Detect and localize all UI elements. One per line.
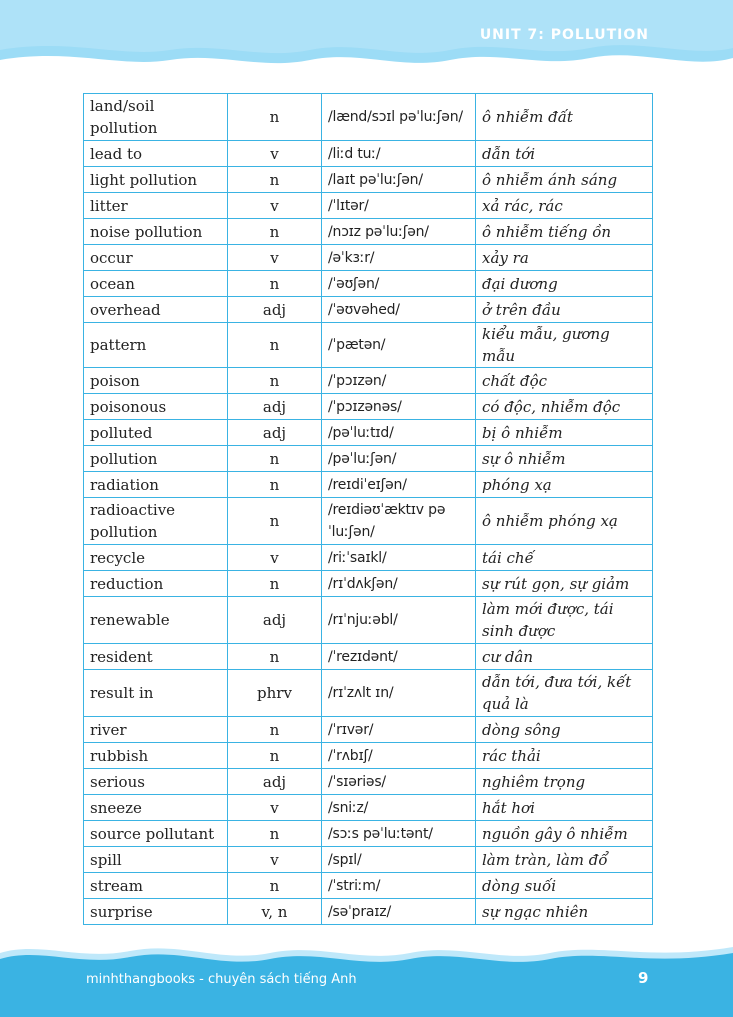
table-row (84, 193, 653, 219)
table-row (84, 94, 653, 141)
part-of-speech-cell: v (228, 193, 322, 219)
table-row (84, 769, 653, 795)
part-of-speech-cell: adj (228, 394, 322, 420)
meaning-cell: phóng xạ (476, 472, 653, 498)
table-row (84, 743, 653, 769)
part-of-speech-cell: n (228, 94, 322, 141)
word-cell: light pollution (84, 167, 228, 193)
footer-publisher-text: minhthangbooks - chuyên sách tiếng Anh (86, 972, 357, 987)
part-of-speech-cell: v (228, 141, 322, 167)
word-cell: result in (84, 670, 228, 717)
pronunciation-cell: /pəˈluːtɪd/ (322, 420, 476, 446)
pronunciation-cell: /ˈpætən/ (322, 323, 476, 368)
word-cell: pattern (84, 323, 228, 368)
meaning-cell: sự ô nhiễm (476, 446, 653, 472)
part-of-speech-cell: adj (228, 597, 322, 644)
meaning-cell: dẫn tới, đưa tới, kết quả là (476, 670, 653, 717)
part-of-speech-cell: n (228, 323, 322, 368)
pronunciation-cell: /reɪdiˈeɪʃən/ (322, 472, 476, 498)
pronunciation-cell: /ˈrɪvər/ (322, 717, 476, 743)
unit-title: UNIT 7: POLLUTION (479, 27, 649, 43)
part-of-speech-cell: n (228, 571, 322, 597)
word-cell: surprise (84, 899, 228, 925)
table-row (84, 446, 653, 472)
part-of-speech-cell: v (228, 545, 322, 571)
meaning-cell: nghiêm trọng (476, 769, 653, 795)
meaning-cell: sự ngạc nhiên (476, 899, 653, 925)
meaning-cell: dòng sông (476, 717, 653, 743)
table-row (84, 368, 653, 394)
table-row (84, 297, 653, 323)
word-cell: reduction (84, 571, 228, 597)
part-of-speech-cell: adj (228, 297, 322, 323)
pronunciation-cell: /ˈrezɪdənt/ (322, 644, 476, 670)
meaning-cell: làm tràn, làm đổ (476, 847, 653, 873)
pronunciation-cell: /səˈpraɪz/ (322, 899, 476, 925)
part-of-speech-cell: adj (228, 769, 322, 795)
table-row (84, 545, 653, 571)
part-of-speech-cell: v (228, 847, 322, 873)
table-row (84, 167, 653, 193)
table-row (84, 245, 653, 271)
meaning-cell: ô nhiễm đất (476, 94, 653, 141)
table-row (84, 394, 653, 420)
meaning-cell: xả rác, rác (476, 193, 653, 219)
meaning-cell: rác thải (476, 743, 653, 769)
pronunciation-cell: /ˈpɔɪzənəs/ (322, 394, 476, 420)
meaning-cell: hắt hơi (476, 795, 653, 821)
word-cell: rubbish (84, 743, 228, 769)
word-cell: pollution (84, 446, 228, 472)
part-of-speech-cell: n (228, 873, 322, 899)
word-cell: recycle (84, 545, 228, 571)
pronunciation-cell: /rɪˈdʌkʃən/ (322, 571, 476, 597)
meaning-cell: ô nhiễm phóng xạ (476, 498, 653, 545)
word-cell: radioactive pollution (84, 498, 228, 545)
table-row (84, 597, 653, 644)
page-number: 9 (638, 969, 649, 987)
meaning-cell: sự rút gọn, sự giảm (476, 571, 653, 597)
table-row (84, 847, 653, 873)
table-row (84, 821, 653, 847)
table-row (84, 141, 653, 167)
part-of-speech-cell: adj (228, 420, 322, 446)
vocabulary-table (83, 93, 653, 925)
word-cell: serious (84, 769, 228, 795)
meaning-cell: cư dân (476, 644, 653, 670)
table-row (84, 670, 653, 717)
table-row (84, 899, 653, 925)
pronunciation-cell: /laɪt pəˈluːʃən/ (322, 167, 476, 193)
word-cell: litter (84, 193, 228, 219)
word-cell: river (84, 717, 228, 743)
meaning-cell: dòng suối (476, 873, 653, 899)
meaning-cell: chất độc (476, 368, 653, 394)
table-row (84, 219, 653, 245)
pronunciation-cell: /ˈstriːm/ (322, 873, 476, 899)
pronunciation-cell: /riːˈsaɪkl/ (322, 545, 476, 571)
table-row (84, 498, 653, 545)
table-row (84, 795, 653, 821)
meaning-cell: xảy ra (476, 245, 653, 271)
part-of-speech-cell: v, n (228, 899, 322, 925)
pronunciation-cell: /reɪdiəʊˈæktɪv pəˈluːʃən/ (322, 498, 476, 545)
part-of-speech-cell: phrv (228, 670, 322, 717)
word-cell: sneeze (84, 795, 228, 821)
word-cell: poison (84, 368, 228, 394)
table-row (84, 271, 653, 297)
part-of-speech-cell: n (228, 644, 322, 670)
table-row (84, 873, 653, 899)
word-cell: lead to (84, 141, 228, 167)
table-row (84, 323, 653, 368)
pronunciation-cell: /ˈpɔɪzən/ (322, 368, 476, 394)
pronunciation-cell: /rɪˈnjuːəbl/ (322, 597, 476, 644)
part-of-speech-cell: n (228, 498, 322, 545)
word-cell: overhead (84, 297, 228, 323)
word-cell: spill (84, 847, 228, 873)
meaning-cell: đại dương (476, 271, 653, 297)
meaning-cell: ô nhiễm ánh sáng (476, 167, 653, 193)
part-of-speech-cell: n (228, 368, 322, 394)
part-of-speech-cell: n (228, 271, 322, 297)
pronunciation-cell: /spɪl/ (322, 847, 476, 873)
word-cell: poisonous (84, 394, 228, 420)
meaning-cell: nguồn gây ô nhiễm (476, 821, 653, 847)
word-cell: land/soil pollution (84, 94, 228, 141)
meaning-cell: tái chế (476, 545, 653, 571)
word-cell: occur (84, 245, 228, 271)
meaning-cell: ô nhiễm tiếng ồn (476, 219, 653, 245)
word-cell: renewable (84, 597, 228, 644)
pronunciation-cell: /lænd/sɔɪl pəˈluːʃən/ (322, 94, 476, 141)
pronunciation-cell: /liːd tuː/ (322, 141, 476, 167)
part-of-speech-cell: v (228, 245, 322, 271)
meaning-cell: bị ô nhiễm (476, 420, 653, 446)
part-of-speech-cell: n (228, 717, 322, 743)
pronunciation-cell: /sɔːs pəˈluːtənt/ (322, 821, 476, 847)
pronunciation-cell: /ˈəʊʃən/ (322, 271, 476, 297)
part-of-speech-cell: n (228, 743, 322, 769)
pronunciation-cell: /əˈkɜːr/ (322, 245, 476, 271)
table-row (84, 717, 653, 743)
part-of-speech-cell: n (228, 821, 322, 847)
pronunciation-cell: /ˈlɪtər/ (322, 193, 476, 219)
meaning-cell: làm mới được, tái sinh được (476, 597, 653, 644)
part-of-speech-cell: n (228, 472, 322, 498)
word-cell: polluted (84, 420, 228, 446)
meaning-cell: dẫn tới (476, 141, 653, 167)
part-of-speech-cell: n (228, 446, 322, 472)
vocabulary-table-body (84, 94, 653, 925)
table-row (84, 420, 653, 446)
pronunciation-cell: /ˈəʊvəhed/ (322, 297, 476, 323)
pronunciation-cell: /ˈsɪəriəs/ (322, 769, 476, 795)
meaning-cell: ở trên đầu (476, 297, 653, 323)
word-cell: source pollutant (84, 821, 228, 847)
word-cell: ocean (84, 271, 228, 297)
table-row (84, 571, 653, 597)
word-cell: stream (84, 873, 228, 899)
pronunciation-cell: /rɪˈzʌlt ɪn/ (322, 670, 476, 717)
meaning-cell: có độc, nhiễm độc (476, 394, 653, 420)
pronunciation-cell: /nɔɪz pəˈluːʃən/ (322, 219, 476, 245)
part-of-speech-cell: n (228, 167, 322, 193)
word-cell: noise pollution (84, 219, 228, 245)
pronunciation-cell: /ˈrʌbɪʃ/ (322, 743, 476, 769)
word-cell: radiation (84, 472, 228, 498)
table-row (84, 472, 653, 498)
meaning-cell: kiểu mẫu, gương mẫu (476, 323, 653, 368)
table-row (84, 644, 653, 670)
part-of-speech-cell: n (228, 219, 322, 245)
word-cell: resident (84, 644, 228, 670)
part-of-speech-cell: v (228, 795, 322, 821)
pronunciation-cell: /sniːz/ (322, 795, 476, 821)
pronunciation-cell: /pəˈluːʃən/ (322, 446, 476, 472)
